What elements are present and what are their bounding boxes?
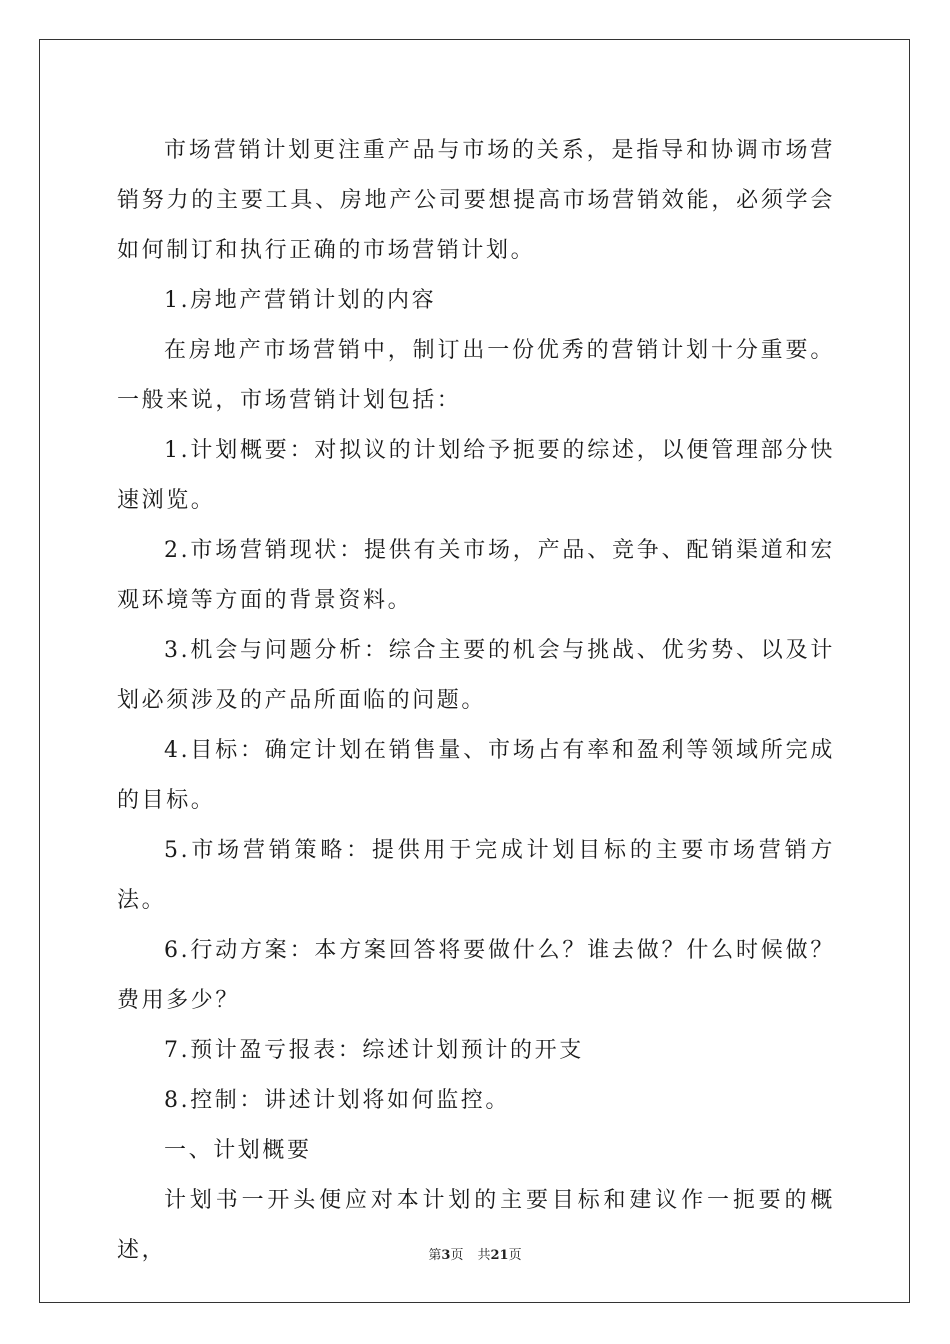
- section-heading-plan-contents: 1.房地产营销计划的内容: [164, 288, 437, 313]
- list-item-market-status: 2.市场营销现状：提供有关市场，产品、竞争、配销渠道和宏观环境等方面的背景资料。: [117, 538, 835, 613]
- paragraph-plan-importance: 在房地产市场营销中，制订出一份优秀的营销计划十分重要。一般来说，市场营销计划包括：: [117, 338, 835, 413]
- total-pages: 21: [490, 1248, 509, 1263]
- section-heading-plan-summary: 一、计划概要: [164, 1138, 312, 1163]
- list-item-marketing-strategy: 5.市场营销策略：提供用于完成计划目标的主要市场营销方法。: [117, 838, 835, 913]
- page-current: 3: [441, 1248, 451, 1263]
- document-body: [117, 126, 835, 1276]
- list-item-control: 8.控制：讲述计划将如何监控。: [164, 1088, 510, 1113]
- list-item-objectives: 4.目标：确定计划在销售量、市场占有率和盈利等领域所完成的目标。: [117, 738, 835, 813]
- list-item-profit-loss: 7.预计盈亏报表：综述计划预计的开支: [164, 1038, 584, 1063]
- list-item-action-plan: 6.行动方案：本方案回答将要做什么？谁去做？什么时候做？费用多少？: [117, 938, 835, 1013]
- total-suffix: 页: [508, 1248, 522, 1263]
- list-item-opportunity-analysis: 3.机会与问题分析：综合主要的机会与挑战、优劣势、以及计划必须涉及的产品所面临的问题。: [117, 638, 835, 713]
- page-suffix: 页: [450, 1248, 464, 1263]
- paragraph-intro: 市场营销计划更注重产品与市场的关系，是指导和协调市场营销努力的主要工具、房地产公司要想提高市场营销效能，必须学会如何制订和执行正确的市场营销计划。: [117, 138, 835, 263]
- list-item-plan-summary: 1.计划概要：对拟议的计划给予扼要的综述，以便管理部分快速浏览。: [117, 438, 835, 513]
- page-prefix: 第: [428, 1248, 442, 1263]
- total-prefix: 共: [477, 1248, 491, 1263]
- paragraph-plan-summary-body: 计划书一开头便应对本计划的主要目标和建议作一扼要的概述，: [117, 1188, 835, 1263]
- page-footer: [0, 1248, 950, 1264]
